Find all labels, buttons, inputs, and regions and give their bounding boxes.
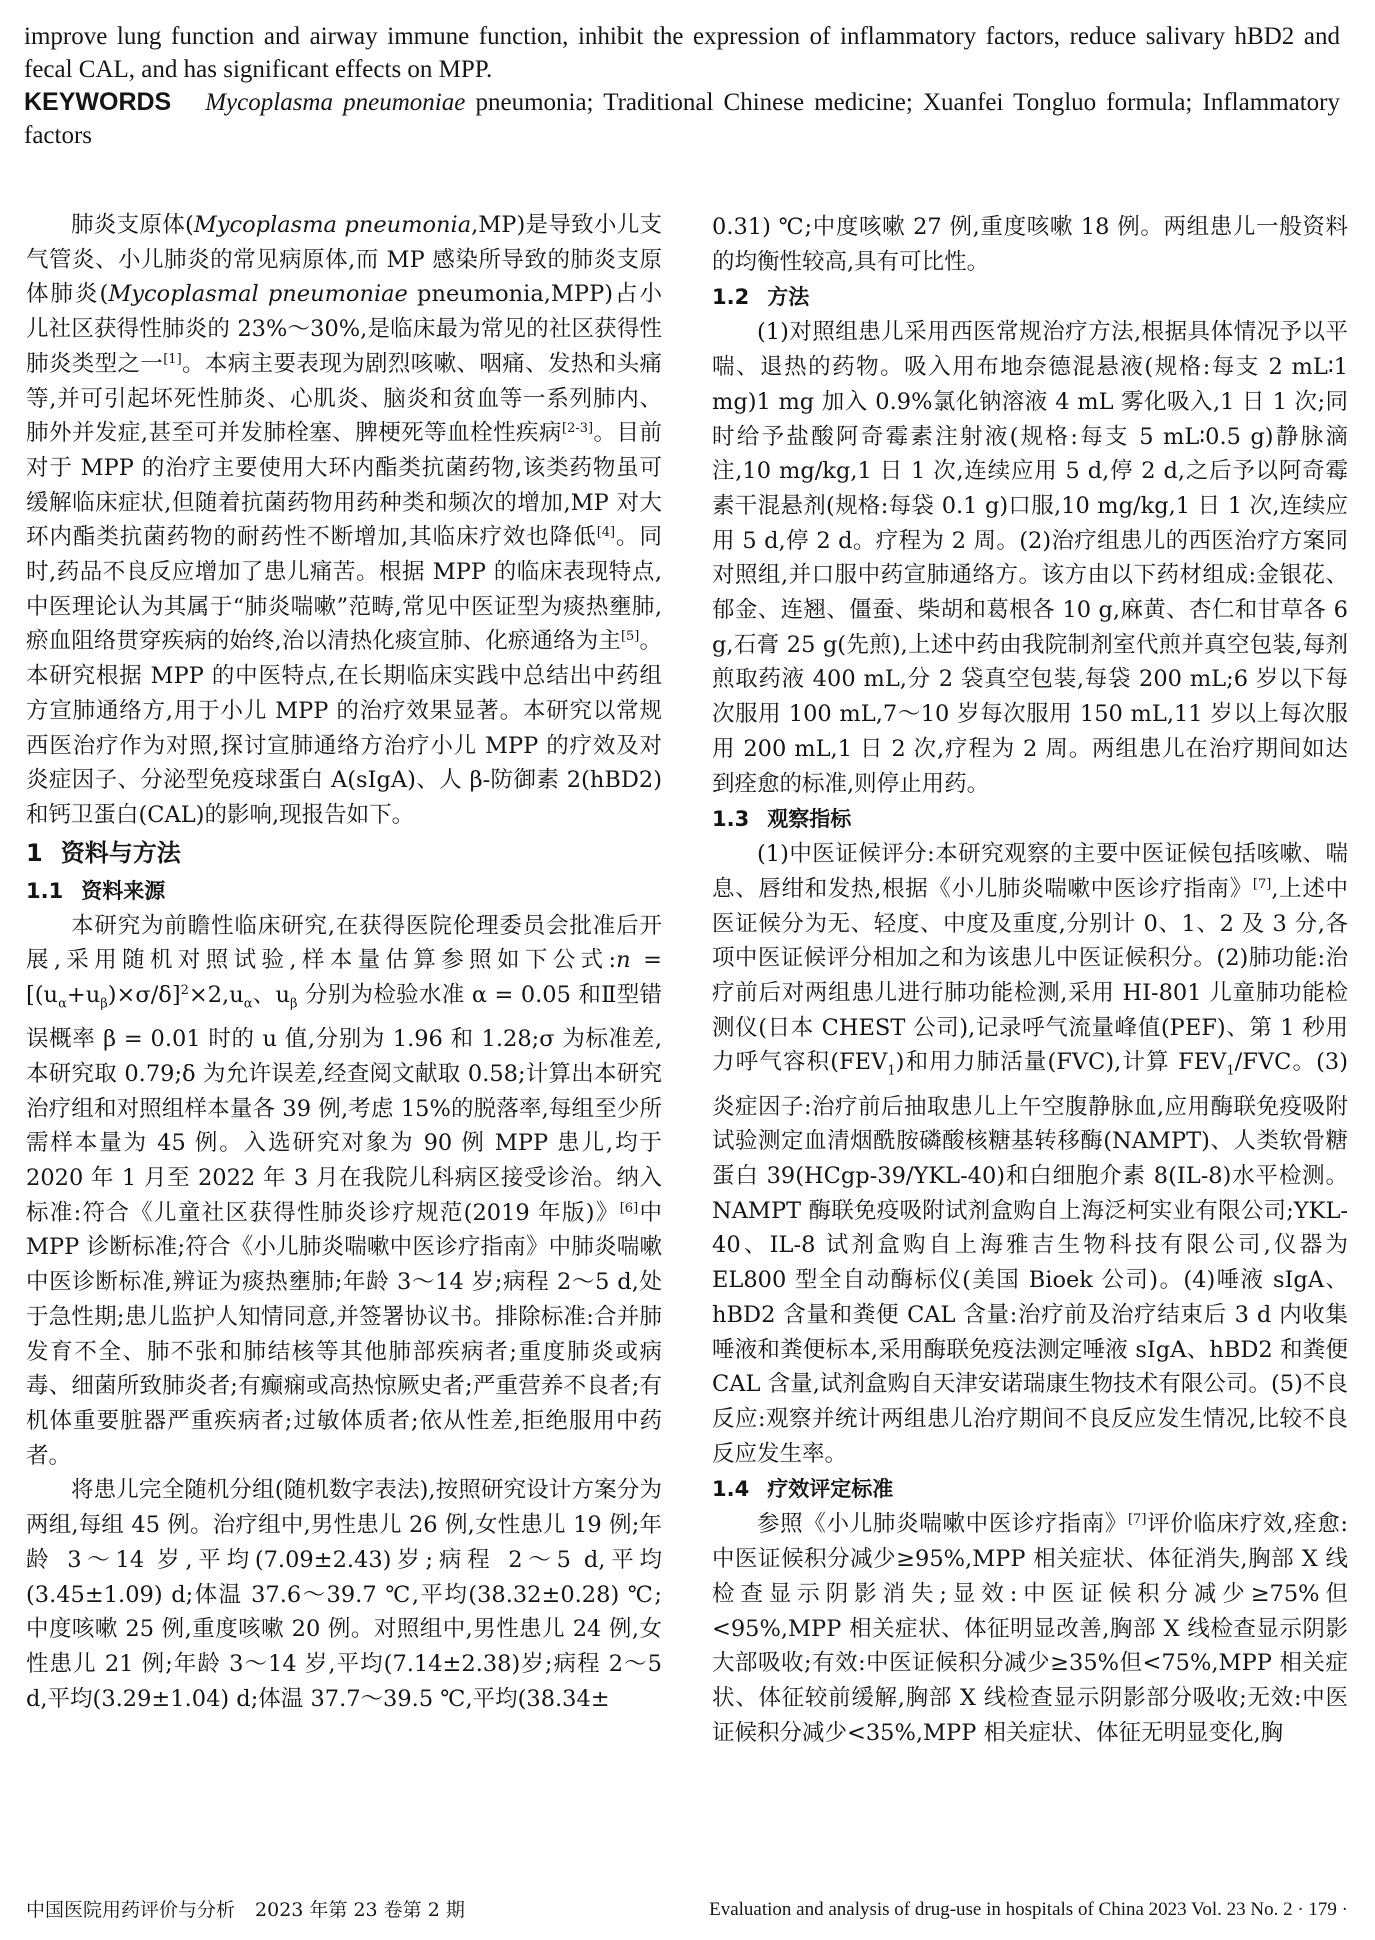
citation: [1]: [163, 351, 182, 367]
citation: [4]: [596, 525, 616, 541]
page-number: · 179 ·: [1297, 1899, 1348, 1920]
citation: [5]: [620, 629, 640, 645]
section-heading-1-3: 1.3 观察指标: [712, 807, 852, 832]
keywords-line: [24, 86, 1340, 152]
citation: [7]: [1127, 1512, 1147, 1528]
section-heading-1-4: 1.4 疗效评定标准: [712, 1477, 894, 1502]
efficacy-criteria-paragraph: 参照《小儿肺炎喘嗽中医诊疗指南》[7]评价临床疗效,痊愈:中医证候积分减少≥95%,MPP 相关症状、体征消失,胸部 X 线检查显示阴影消失;显效:中医证候积分减少≥75%但<95%,MPP 相关症状、体征明显改善,胸部 X 线检查显示阴影大部吸收;有效:中医证候积分减少≥35%但<75%,MPP 相关症状、体征较前缓解,胸部 X 线检查显示阴影部分吸收;无效:中医证候积分减少<35%,MPP 相关症状、体征无明显变化,胸: [712, 1511, 1348, 1746]
citation: [6]: [619, 1200, 639, 1216]
right-column: [712, 210, 1348, 1750]
section-heading-1-2: 1.2 方法: [712, 285, 810, 310]
left-column: [26, 208, 662, 1716]
english-abstract: [24, 20, 1340, 152]
methods-paragraph: (1)对照组患儿采用西医常规治疗方法,根据具体情况予以平喘、退热的药物。吸入用布地奈德混悬液(规格:每支 2 mL∶1 mg)1 mg 加入 0.9%氯化钠溶液 4 mL 雾化吸入,1 日 1 次;同时给予盐酸阿奇霉素注射液(规格:每支 5 mL∶0.5 g)静脉滴注,10 mg/kg,1 日 1 次,连续应用 5 d,停 2 d,之后予以阿奇霉素干混悬剂(规格:每袋 0.1 g)口服,10 mg/kg,1 日 1 次,连续应用 5 d,停 2 d。疗程为 2 周。(2)治疗组患儿的西医治疗方案同对照组,并口服中药宣肺通络方。该方由以下药材组成:金银花、郁金、连翘、僵蚕、柴胡和葛根各 10 g,麻黄、杏仁和甘草各 6 g,石膏 25 g(先煎),上述中药由我院制剂室代煎并真空包装,每剂煎取药液 400 mL,分 2 袋真空包装,每袋 200 mL;6 岁以下每次服用 100 mL,7～10 岁每次服用 150 mL,11 岁以上每次服用 200 mL,1 日 2 次,疗程为 2 周。两组患儿在治疗期间如达到痊愈的标准,则停止用药。: [712, 319, 1348, 797]
keywords-italic: Mycoplasma pneumoniae: [205, 89, 466, 116]
intro-paragraph: 肺炎支原体(Mycoplasma pneumonia,MP)是导致小儿支气管炎、小儿肺炎的常见病原体,而 MP 感染所导致的肺炎支原体肺炎(Mycoplasmal pneumoniae pneumonia,MPP)占小儿社区获得性肺炎的 23%～30%,是临床最为常见的社区获得性肺炎类型之一[1]。本病主要表现为剧烈咳嗽、咽痛、发热和头痛等,并可引起坏死性肺炎、心肌炎、脑炎和贫血等一系列肺内、肺外并发症,甚至可并发肺栓塞、脾梗死等血栓性疾病[2-3]。目前对于 MPP 的治疗主要使用大环内酯类抗菌药物,该类药物虽可缓解临床症状,但随着抗菌药物用药种类和频次的增加,MP 对大环内酯类抗菌药物的耐药性不断增加,其临床疗效也降低[4]。同时,药品不良反应增加了患儿痛苦。根据 MPP 的临床表现特点,中医理论认为其属于“肺炎喘嗽”范畴,常见中医证型为痰热壅肺,瘀血阻络贯穿疾病的始终,治以清热化痰宣肺、化瘀通络为主[5]。本研究根据 MPP 的中医特点,在长期临床实践中总结出中药组方宣肺通络方,用于小儿 MPP 的治疗效果显著。本研究以常规西医治疗作为对照,探讨宣肺通络方治疗小儿 MPP 的疗效及对炎症因子、分泌型免疫球蛋白 A(sIgA)、人 β-防御素 2(hBD2)和钙卫蛋白(CAL)的影响,现报告如下。: [26, 212, 662, 828]
indicators-paragraph: (1)中医证候评分:本研究观察的主要中医证候包括咳嗽、喘息、唇绀和发热,根据《小儿肺炎喘嗽中医诊疗指南》[7],上述中医证候分为无、轻度、中度及重度,分别计 0、1、2 及 3 分,各项中医证候评分相加之和为该患儿中医证候积分。(2)肺功能:治疗前后对两组患儿进行肺功能检测,采用 HI-801 儿童肺功能检测仪(日本 CHEST 公司),记录呼气流量峰值(PEF)、第 1 秒用力呼气容积$(FEV_1)$和用力肺活量(FVC),计算 $FEV_1$/FVC。(3)炎症因子:治疗前后抽取患儿上午空腹静脉血,应用酶联免疫吸附试验测定血清烟酰胺磷酸核糖基转移酶(NAMPT)、人类软骨糖蛋白 39(HCgp-39/YKL-40)和白细胞介素 8(IL-8)水平检测。NAMPT 酶联免疫吸附试剂盒购自上海泛柯实业有限公司;YKL-40、IL-8 试剂盒购自上海雅吉生物科技有限公司,仪器为 EL800 型全自动酶标仪(美国 Bioek 公司)。(4)唾液 sIgA、hBD2 含量和粪便 CAL 含量:治疗前及治疗结束后 3 d 内收集唾液和粪便标本,采用酶联免疫法测定唾液 sIgA、hBD2 和粪便 CAL 含量,试剂盒购自天津安诺瑞康生物技术有限公司。(5)不良反应:观察并统计两组患儿治疗期间不良反应发生情况,比较不良反应发生率。: [712, 841, 1348, 1467]
footer-journal-cn: 中国医院用药评价与分析 2023 年第 23 卷第 2 期: [26, 1899, 465, 1921]
grouping-paragraph-continued: 0.31) ℃;中度咳嗽 27 例,重度咳嗽 18 例。两组患儿一般资料的均衡性较高,具有可比性。: [712, 214, 1348, 275]
keywords-label: KEYWORDS: [24, 88, 172, 116]
footer-journal-en: Evaluation and analysis of drug-use in hospitals of China 2023 Vol. 23 No. 2 · 179 ·: [709, 1899, 1348, 1920]
citation: [2-3]: [562, 421, 594, 437]
page-footer: [26, 1897, 1348, 1923]
grouping-paragraph: 将患儿完全随机分组(随机数字表法),按照研究设计方案分为两组,每组 45 例。治疗组中,男性患儿 26 例,女性患儿 19 例;年龄 3～14 岁,平均(7.09±2.43)岁;病程 2～5 d,平均(3.45±1.09) d;体温 37.6～39.7 ℃,平均(38.32±0.28) ℃;中度咳嗽 25 例,重度咳嗽 20 例。对照组中,男性患儿 24 例,女性患儿 21 例;年龄 3～14 岁,平均(7.14±2.38)岁;病程 2～5 d,平均(3.29±1.04) d;体温 37.7～39.5 ℃,平均(38.34±: [26, 1477, 662, 1712]
abstract-tail: improve lung function and airway immune function, inhibit the expression of inflammatory factors, reduce salivary hBD2 and fecal CAL, and has significant effects on MPP.: [24, 23, 1340, 83]
section-heading-1-1: 1.1 资料来源: [26, 878, 166, 903]
citation: [7]: [1252, 876, 1272, 892]
section-heading-1: 1 资料与方法: [26, 838, 181, 867]
keywords-text: pneumonia; Traditional Chinese medicine; Xuanfei Tongluo formula; Inflammatory factors: [24, 89, 1340, 149]
data-source-paragraph: 本研究为前瞻性临床研究,在获得医院伦理委员会批准后开展,采用随机对照试验,样本量估算参照如下公式:n = $[(u_\alpha+u_\beta)\times\sigma/\delta]^2\times 2,u_\alpha$、$u_\beta$ 分别为检验水准 α = 0.05 和Ⅱ型错误概率 β = 0.01 时的 u 值,分别为 1.96 和 1.28;σ 为标准差,本研究取 0.79;δ 为允许误差,经查阅文献取 0.58;计算出本研究治疗组和对照组样本量各 39 例,考虑 15%的脱落率,每组至少所需样本量为 45 例。入选研究对象为 90 例 MPP 患儿,均于 2020 年 1 月至 2022 年 3 月在我院儿科病区接受诊治。纳入标准:符合《儿童社区获得性肺炎诊疗规范(2019 年版)》[6]中 MPP 诊断标准;符合《小儿肺炎喘嗽中医诊疗指南》中肺炎喘嗽中医诊断标准,辨证为痰热壅肺;年龄 3～14 岁;病程 2～5 d,处于急性期;患儿监护人知情同意,并签署协议书。排除标准:合并肺发育不全、肺不张和肺结核等其他肺部疾病者;重度肺炎或病毒、细菌所致肺炎者;有癫痫或高热惊厥史者;严重营养不良者;有机体重要脏器严重疾病者;过敏体质者;依从性差,拒绝服用中药者。: [26, 912, 662, 1469]
